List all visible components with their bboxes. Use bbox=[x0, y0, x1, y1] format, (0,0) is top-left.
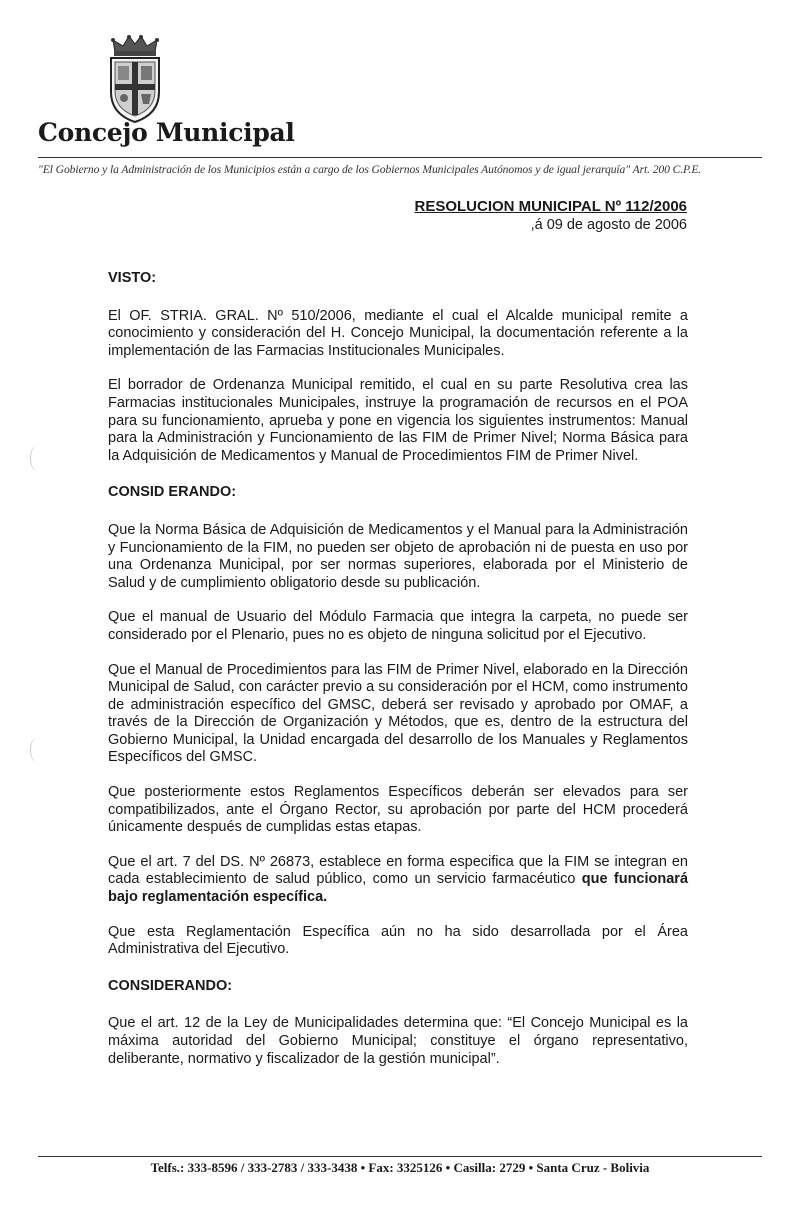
organization-name: Concejo Municipal bbox=[38, 118, 295, 147]
header-divider bbox=[38, 157, 762, 158]
art7-period: . bbox=[323, 889, 328, 906]
paragraph: Que el Manual de Procedimientos para las FIM de Primer Nivel, elaborado en la Dirección Municipal de Salud, con carácter previo a su consideración por el HCM, como instrumento de administración específico del GMSC, deberá ser revisado y aprobado por OMAF, a través de la Dirección de Organización y Métodos, que es, dentro de la estructura del Gobierno Municipal, la Unidad encargada del desarrollo de los Manuales y Reglamentos Específicos del GMSC. bbox=[108, 661, 688, 766]
scan-mark bbox=[30, 738, 43, 762]
document-body bbox=[108, 270, 688, 1068]
footer-contact: Telfs.: 333-8596 / 333-2783 / 333-3438 • Fax: 3325126 • Casilla: 2729 • Santa Cruz - Bolivia bbox=[150, 1160, 650, 1175]
art7-bold-text: que funcionará bajo reglamentación específica bbox=[108, 871, 689, 906]
scan-mark bbox=[30, 445, 45, 471]
paragraph-art7 bbox=[108, 854, 688, 907]
section-heading-considerando: CONSID ERANDO: bbox=[108, 484, 237, 501]
paragraph: Que el manual de Usuario del Módulo Farmacia que integra la carpeta, no puede ser considerado por el Plenario, pues no es objeto de ninguna solicitud por el Ejecutivo. bbox=[108, 609, 688, 643]
paragraph: Que esta Reglamentación Específica aún no ha sido desarrollada por el Área Administrativa del Ejecutivo. bbox=[108, 923, 688, 958]
paragraph: El borrador de Ordenanza Municipal remitido, el cual en su parte Resolutiva crea las Farmacias institucionales Municipales, instruye la programación de recursos en el POA para su funcionamiento, aprueba y pone en vigencia los siguientes instrumentos: Manual para la Administración y Funcionamiento de las FIM de Primer Nivel; Norma Básica para la Adquisición de Medicamentos y Manual de Procedimientos FIM de Primer Nivel. bbox=[108, 377, 688, 464]
paragraph: Que posteriormente estos Reglamentos Específicos deberán ser elevados para ser compatibilizados, ante el Órgano Rector, su aprobación por parte del HCM procederá únicamente después de cumplidas estas etapas. bbox=[108, 784, 688, 836]
art7-text: Que el art. 7 del DS. Nº 26873, establece en forma especifica que la FIM se integran en cada establecimiento de salud público, como un servicio farmacéutico bbox=[108, 853, 688, 888]
coat-of-arms-logo bbox=[103, 34, 167, 124]
motto-quote: "El Gobierno y la Administración de los Municipios están a cargo de los Gobiernos Municipales Autónomos y de igual jerarquía" Art. 200 C.P.E. bbox=[38, 163, 702, 176]
paragraph: Que el art. 12 de la Ley de Municipalidades determina que: “El Concejo Municipal es la máxima autoridad del Gobierno Municipal; constituye el órgano representativo, deliberante, normativo y fiscalizador de la gestión municipal”. bbox=[108, 1015, 688, 1067]
paragraph: Que la Norma Básica de Adquisición de Medicamentos y el Manual para la Administración y Funcionamiento de la FIM, no pueden ser objeto de aprobación ni de puesta en uso por una Ordenanza Municipal, por ser normas superiores, elaborada por el Ministerio de Salud y de cumplimiento obligatorio desde su publicación. bbox=[108, 521, 688, 591]
paragraph: El OF. STRIA. GRAL. Nº 510/2006, mediante el cual el Alcalde municipal remite a conocimiento y consideración del H. Concejo Municipal, la documentación referente a la implementación de las Farmacias Institucionales Municipales. bbox=[108, 307, 688, 359]
resolution-date: ,á 09 de agosto de 2006 bbox=[530, 217, 687, 233]
resolution-title: RESOLUCION MUNICIPAL Nº 112/2006 bbox=[414, 198, 687, 215]
section-heading-considerando-2: CONSIDERANDO: bbox=[108, 977, 233, 994]
section-heading-visto: VISTO: bbox=[108, 270, 157, 286]
footer-divider bbox=[38, 1156, 762, 1157]
